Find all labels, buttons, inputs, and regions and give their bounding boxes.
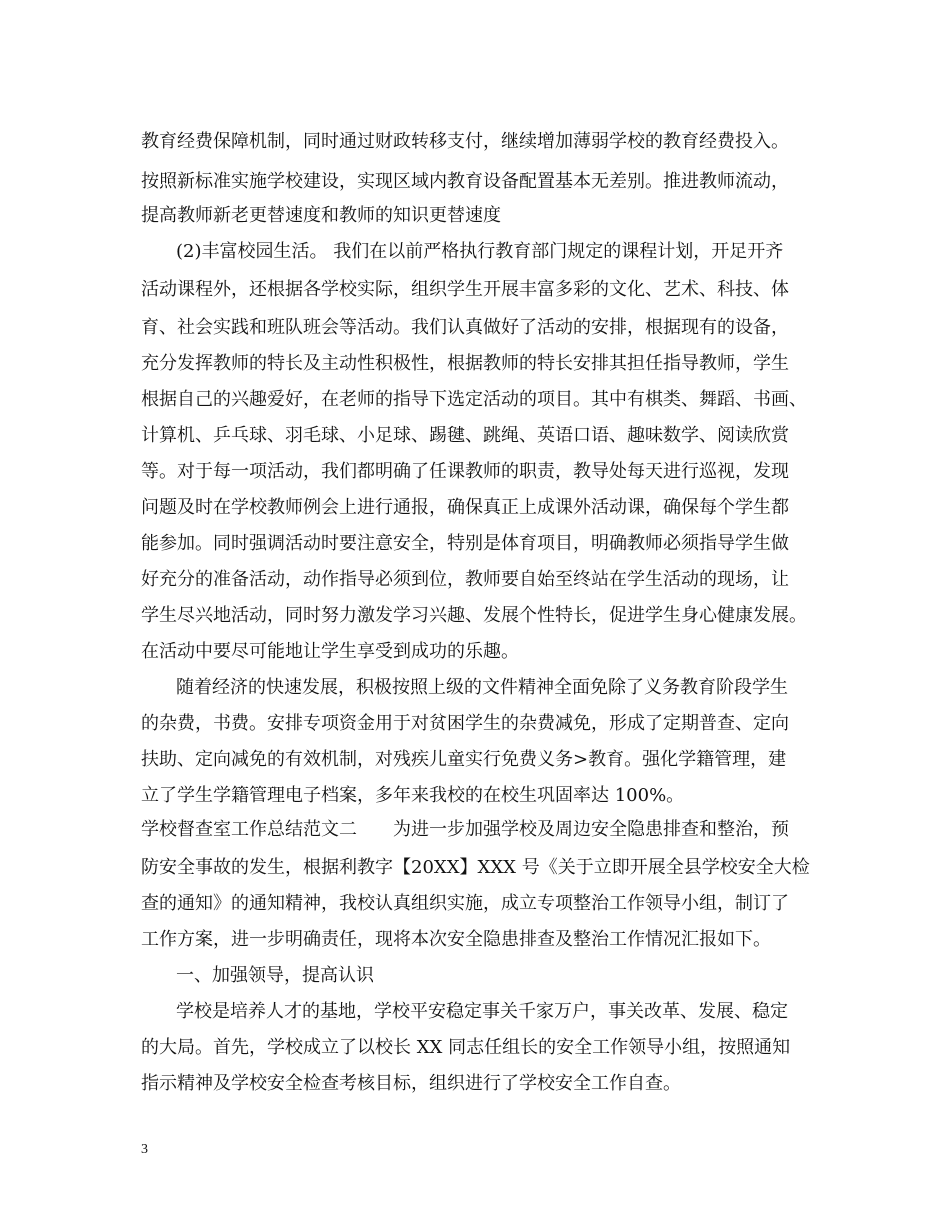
text-line: 按照新标准实施学校建设，实现区域内教育设备配置基本无差别。推进教师流动， [141, 171, 789, 192]
paragraph-first-line: 随着经济的快速发展，积极按照上级的文件精神全面免除了义务教育阶段学生 [176, 677, 788, 698]
text-line: 能参加。同时强调活动时要注意安全，特别是体育项目，明确教师必须指导学生做 [141, 533, 789, 554]
text-line: 计算机、乒乓球、羽毛球、小足球、踢毽、跳绳、英语口语、趣味数学、阅读欣赏 [141, 425, 789, 446]
text-line: 好充分的准备活动，动作指导必须到位，教师要自始至终站在学生活动的现场，让 [141, 569, 789, 590]
text-line: 指示精神及学校安全检查考核目标，组织进行了学校安全工作自查。 [141, 1073, 681, 1094]
text-line: 充分发挥教师的特长及主动性积极性，根据教师的特长安排其担任指导教师，学生 [141, 353, 789, 374]
text-line: 教育经费保障机制，同时通过财政转移支付，继续增加薄弱学校的教育经费投入。 [141, 131, 789, 152]
paragraph-first-line: 学校是培养人才的基地，学校平安稳定事关千家万户，事关改革、发展、稳定 [176, 1001, 788, 1022]
paragraph-first-line: (2)丰富校园生活。 我们在以前严格执行教育部门规定的课程计划，开足开齐 [176, 241, 784, 262]
text-line: 的大局。首先，学校成立了以校长 XX 同志任组长的安全工作领导小组，按照通知 [141, 1037, 791, 1058]
text-line: 学生尽兴地活动，同时努力激发学习兴趣、发展个性特长，促进学生身心健康发展。 [141, 605, 807, 626]
section-heading: 一、加强领导，提高认识 [176, 965, 374, 986]
text-line: 根据自己的兴趣爱好，在老师的指导下选定活动的项目。其中有棋类、舞蹈、书画、 [141, 389, 807, 410]
text-line: 提高教师新老更替速度和教师的知识更替速度 [141, 205, 501, 226]
text-line: 防安全事故的发生，根据利教字【20XX】XXX 号《关于立即开展全县学校安全大检 [141, 857, 810, 878]
text-line: 立了学生学籍管理电子档案，多年来我校的在校生巩固率达 100%。 [141, 785, 685, 806]
section-title-line: 学校督查室工作总结范文二 为进一步加强学校及周边安全隐患排查和整治，预 [141, 819, 789, 840]
text-line: 问题及时在学校教师例会上进行通报，确保真正上成课外活动课，确保每个学生都 [141, 497, 789, 518]
text-line: 查的通知》的通知精神，我校认真组织实施，成立专项整治工作领导小组，制订了 [141, 893, 789, 914]
text-line: 扶助、定向减免的有效机制，对残疾儿童实行免费义务>教育。强化学籍管理，建 [141, 749, 787, 770]
text-line: 育、社会实践和班队班会等活动。我们认真做好了活动的安排，根据现有的设备， [141, 317, 789, 338]
text-line: 工作方案，进一步明确责任，现将本次安全隐患排查及整治工作情况汇报如下。 [141, 929, 771, 950]
page-number: 3 [141, 1142, 148, 1157]
text-line: 等。对于每一项活动，我们都明确了任课教师的职责，教导处每天进行巡视，发现 [141, 461, 789, 482]
text-line: 活动课程外，还根据各学校实际，组织学生开展丰富多彩的文化、艺术、科技、体 [141, 279, 789, 300]
text-line: 的杂费，书费。安排专项资金用于对贫困学生的杂费减免，形成了定期普查、定向 [141, 713, 789, 734]
text-line: 在活动中要尽可能地让学生享受到成功的乐趣。 [141, 641, 519, 662]
